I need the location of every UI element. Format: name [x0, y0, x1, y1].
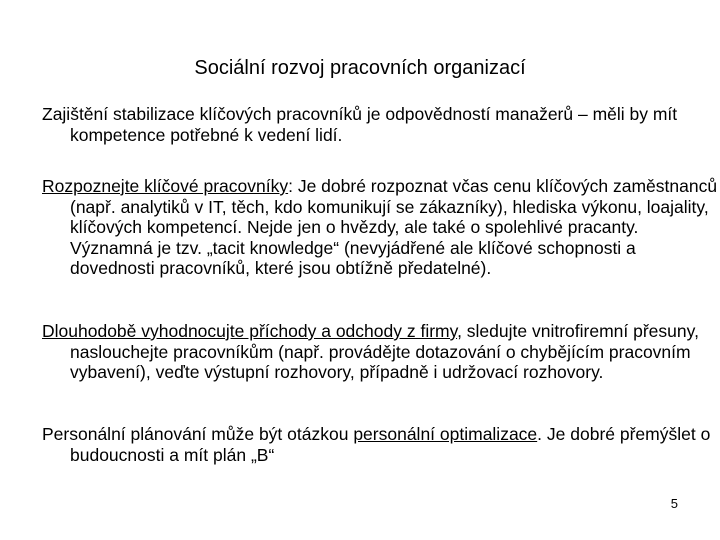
paragraph-key-employees [42, 176, 720, 279]
slide-title: Sociální rozvoj pracovních organizací [194, 57, 526, 79]
key-employees-text: : Je dobré rozpoznat včas cenu klíčových zaměstnanců (např. analytiků v IT, těch, kdo komunikují se zákazníky), hlediska výkonu, loajality, klíčových kompetencí. Nejde jen o hvězdy, ale také o spolehlivé pracanty. Významná je tzv. „tacit knowledge“ (nevyjádřené ale klíčové schopnosti a dovednosti pracovníků, které jsou obtížně předatelné). [70, 176, 718, 278]
planning-optimization-term: personální optimalizace [353, 424, 538, 444]
paragraph-stabilization: Zajištění stabilizace klíčových pracovníků je odpovědností manažerů – měli by mít kompetence potřebné k vedení lidí. [42, 104, 678, 145]
turnover-text: , sledujte vnitrofiremní přesuny, naslouchejte pracovníkům (např. provádějte dotazování o chybějícím pracovním vybavení), veďte výstupní rozhovory, případně i udržovací rozhovory. [70, 321, 699, 382]
paragraph-planning [42, 424, 720, 465]
turnover-heading: Dlouhodobě vyhodnocujte příchody a odchody z firmy [42, 321, 458, 341]
planning-text-after: . Je dobré přemýšlet o budoucnosti a mít plán „B“ [70, 424, 711, 465]
planning-text-before: Personální plánování může být otázkou [42, 424, 354, 444]
page-number: 5 [670, 496, 678, 511]
paragraph-turnover [42, 321, 720, 383]
key-employees-heading: Rozpoznejte klíčové pracovníky [42, 176, 289, 196]
